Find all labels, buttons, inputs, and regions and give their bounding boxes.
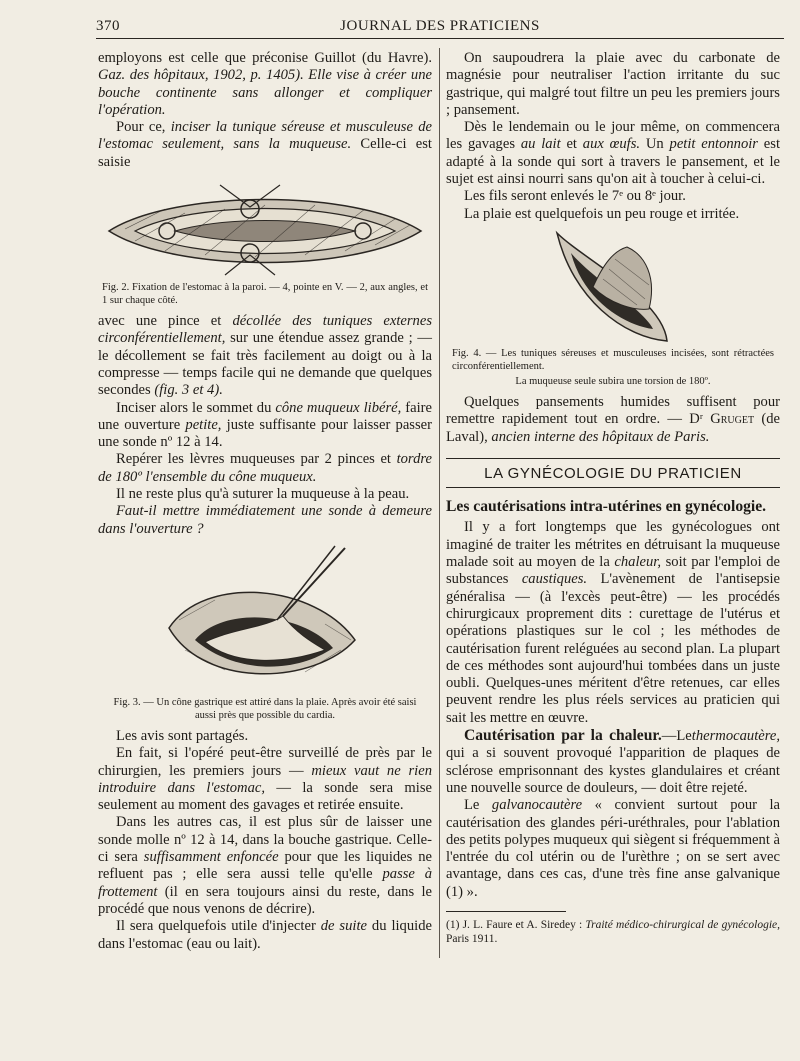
paragraph: Pour ce, inciser la tunique séreuse et musculeuse de l'estomac seulement, sans la muqueuse. Celle-ci est saisie: [98, 119, 433, 170]
page-header: [96, 14, 784, 39]
figure-caption: Fig. 4. — Les tuniques séreuses et musculeuses incisées, sont rétractées circonférentiellement.: [452, 347, 774, 372]
paragraph: Cautérisation par la chaleur.—Lethermocautère, qui a si souvent provoqué l'apparition de plaques de sclérose emprisonnant des kystes glandulaires et créant une nouvelle source de douleurs, — doit être rejeté.: [446, 727, 780, 796]
figure-4: [446, 229, 780, 388]
paragraph: avec une pince et décollée des tuniques externes circonférentiellement, sur une étendue assez grande ; — le décollement se fait très facilement au doigt ou à la compresse — temps facile qui ne demande que quelques secondes (fig. 3 et 4).: [98, 313, 432, 399]
paragraph: Il sera quelquefois utile d'injecter de suite du liquide dans l'estomac (eau ou lait).: [98, 918, 432, 952]
figure-2: [98, 179, 432, 307]
paragraph: Il y a fort longtemps que les gynécologues ont imaginé de traiter les métrites en détruisant la muqueuse malade soit au moyen de la chaleur, soit par l'emploi de substances caustiques. L'avènement de l'antisepsie généralisa — (à l'excès peut-être) — les procédés chirurgicaux proprement dits : curettage de l'utérus et opérations plastiques sur le col ; les méthodes de cautérisation furent reléguées au second plan. La plupart de ces méthodes sont aujourd'hui tombées dans un juste oubli. Quelques-unes méritent d'être retenues, car elles peuvent rendre les plus réels services au praticien qui sait les mettre en œuvre.: [446, 519, 780, 726]
paragraph: Faut-il mettre immédiatement une sonde à demeure dans l'ouverture ?: [98, 503, 432, 537]
column-divider: [439, 48, 440, 958]
figure-caption: La muqueuse seule subira une torsion de 180º.: [515, 375, 711, 387]
footnote: (1) J. L. Faure et A. Siredey : Traité médico-chirurgical de gynécologie, Paris 1911.: [446, 918, 781, 945]
paragraph: Dans les autres cas, il est plus sûr de laisser une sonde molle nº 12 à 14, dans la bouche gastrique. Celle-ci sera suffisamment enfoncée pour que les liquides ne refluent pas ; elle sera aussi telle qu'elle passe à frottement (il en sera toujours ainsi du reste, dans le procédé que nous venons de décrire).: [98, 814, 432, 917]
stomach-fixation-illustration: [105, 179, 425, 279]
article-title: Les cautérisations intra-utérines en gynécologie.: [446, 498, 767, 516]
journal-title: JOURNAL DES PRATICIENS: [340, 18, 540, 34]
paragraph: Inciser alors le sommet du cône muqueux libéré, faire une ouverture petite, juste suffisante pour laisser passer une sonde nº 12 à 14.: [98, 399, 433, 451]
figure-caption: Fig. 3. — Un cône gastrique est attiré dans la plaie. Après avoir été saisi aussi près que possible du cardia.: [113, 696, 417, 721]
paragraph: Les fils seront enlevés le 7ᵉ ou 8ᵉ jour.: [464, 188, 686, 205]
paragraph: En fait, si l'opéré peut-être surveillé de près par le chirurgien, les premiers jours — mieux vaut ne rien introduire dans l'estomac, — la sonde sera mise seulement au moment des gavages et retirée ensuite.: [98, 745, 433, 814]
left-column: [98, 50, 432, 953]
footnote-rule: [446, 911, 566, 912]
figure-3: [98, 544, 432, 722]
figure-caption: Fig. 2. Fixation de l'estomac à la paroi. — 4, pointe en V. — 2, aux angles, et 1 sur chaque côté.: [102, 282, 428, 307]
retracted-tunics-illustration: [553, 229, 673, 345]
paragraph: Repérer les lèvres muqueuses par 2 pinces et tordre de 180º l'ensemble du cône muqueux.: [98, 451, 432, 485]
paragraph: Le galvanocautère « convient surtout pour la cautérisation des glandes péri-uréthrales, pour l'ablation des petits polypes muqueux qui siègent si fréquemment à l'entrée du col utérin ou de l'urèthre ; on se sert avec avantage, dans ces cas, d'une très fine anse galvanique (1) ».: [446, 797, 780, 900]
gastric-cone-illustration: [165, 544, 365, 694]
paragraph: Quelques pansements humides suffisent pour remettre rapidement tout en ordre. — Dʳ Gruget (de Laval), ancien interne des hôpitaux de Paris.: [446, 393, 780, 445]
paragraph: employons est celle que préconise Guillot (du Havre). Gaz. des hôpitaux, 1902, p. 1405). Elle vise à créer une bouche continente sans allonger et compliquer l'opération.: [98, 50, 432, 118]
page-number: 370: [96, 18, 120, 34]
paragraph: La plaie est quelquefois un peu rouge et irritée.: [464, 205, 740, 222]
paragraph: On saupoudrera la plaie avec du carbonate de magnésie pour neutraliser l'action irritante du suc gastrique, qui malgré tout filtre un peu les premiers jours ; pansement.: [446, 50, 780, 118]
paragraph: Dès le lendemain ou le jour même, on commencera les gavages au lait et aux œufs. Un petit entonnoir est adapté à la sonde qui sort à travers le pansement, et le sujet est ainsi nourri sans qu'on ait à toucher à celui-ci.: [446, 119, 781, 188]
section-title: LA GYNÉCOLOGIE DU PRATICIEN: [446, 458, 780, 488]
right-column: [446, 50, 780, 946]
paragraph: Les avis sont partagés.: [116, 727, 249, 744]
paragraph: Il ne reste plus qu'à suturer la muqueuse à la peau.: [116, 486, 410, 503]
